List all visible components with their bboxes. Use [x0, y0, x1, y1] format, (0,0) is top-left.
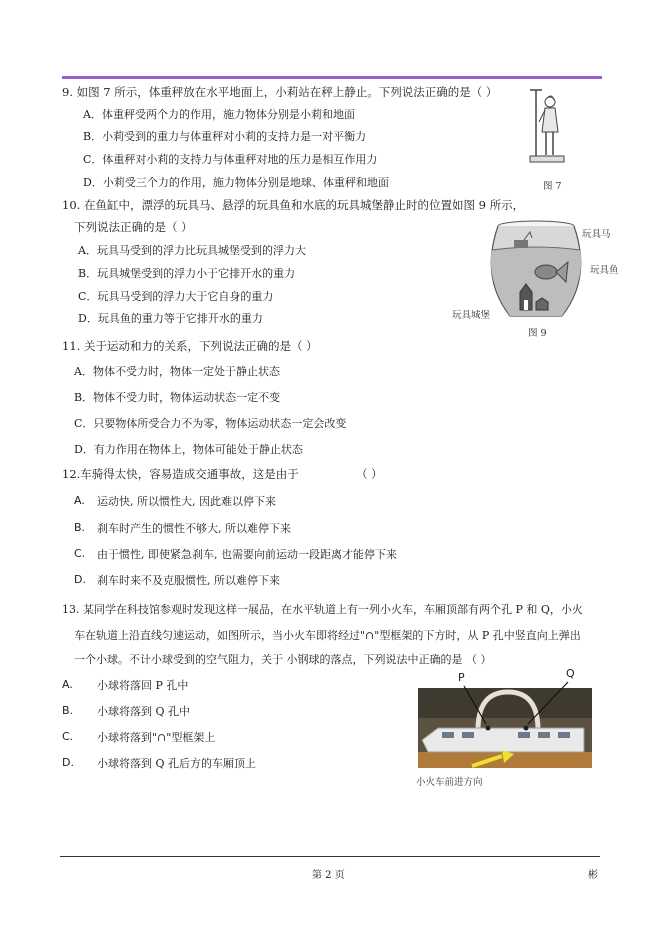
q13-stem-line3: 一个小球。不计小球受到的空气阻力，关于 小钢球的落点，下列说法中正确的是 （ ）	[74, 653, 492, 666]
q10-option-d: D．玩具鱼的重力等于它排开水的重力	[78, 312, 263, 325]
q9-option-a: A．体重秤受两个力的作用，施力物体分别是小莉和地面	[83, 108, 355, 121]
q9-stem: 9. 如图 7 所示，体重秤放在水平地面上，小莉站在秤上静止。下列说法正确的是（ ）	[62, 85, 498, 99]
q11-option-c: C．只要物体所受合力不为零，物体运动状态一定会改变	[74, 417, 347, 430]
q12-stem: 12.车骑得太快，容易造成交通事故，这是由于	[62, 467, 299, 481]
q9-option-d: D．小莉受三个力的作用，施力物体分别是地球、体重秤和地面	[83, 176, 389, 189]
q11-option-b: B．物体不受力时，物体运动状态一定不变	[74, 391, 281, 404]
q12-option-b-letter: B.	[74, 521, 86, 534]
q9-option-c: C．体重秤对小莉的支持力与体重秤对地的压力是相互作用力	[83, 153, 378, 166]
q9-option-b: B．小莉受到的重力与体重秤对小莉的支持力是一对平衡力	[83, 130, 367, 143]
label-toy-fish: 玩具鱼	[590, 265, 619, 276]
q13-option-b-letter: B.	[62, 704, 74, 717]
q13-stem-line1: 13. 某同学在科技馆参观时发现这样一展品，在水平轨道上有一列小火车，车厢顶部有两个孔 P 和 Q，小火	[62, 603, 583, 616]
q13-option-c-letter: C.	[62, 730, 74, 743]
page-number: 第 2 页	[312, 870, 345, 881]
label-toy-castle: 玩具城堡	[452, 310, 491, 321]
q11-option-a: A．物体不受力时，物体一定处于静止状态	[74, 365, 280, 378]
q10-option-a: A．玩具马受到的浮力比玩具城堡受到的浮力大	[78, 244, 306, 257]
q12-option-b-text: 刹车时产生的惯性不够大, 所以难停下来	[97, 522, 291, 535]
q12-answer-paren: （ ）	[356, 467, 383, 481]
q13-option-a-text: 小球将落回 P 孔中	[97, 679, 189, 692]
footer-author-mark: 彬	[588, 870, 598, 881]
q13-train-photo	[418, 670, 592, 790]
figure-7-scale-girl	[522, 88, 572, 168]
q13-option-c-text: 小球将落到"∩"型框架上	[97, 731, 216, 744]
q11-option-d: D．有力作用在物体上，物体可能处于静止状态	[74, 443, 303, 456]
q10-stem-line1: 10. 在鱼缸中，漂浮的玩具马、悬浮的玩具鱼和水底的玩具城堡静止时的位置如图 9 所示，	[62, 198, 525, 212]
q13-stem-line2: 车在轨道上沿直线匀速运动，如图所示，当小火车即将经过"∩"型框架的下方时，从 P 孔中竖直向上弹出	[74, 629, 581, 642]
q12-option-a-letter: A.	[74, 494, 85, 507]
q13-option-d-text: 小球将落到 Q 孔后方的车厢顶上	[97, 757, 257, 770]
label-toy-horse: 玩具马	[582, 229, 611, 240]
figure-9-fishbowl	[486, 218, 586, 326]
q13-option-a-letter: A.	[62, 678, 73, 691]
header-rule	[62, 76, 602, 79]
photo-label-p: P	[458, 671, 465, 684]
q12-option-d-letter: D.	[74, 573, 86, 586]
q12-option-c-letter: C.	[74, 547, 86, 560]
q12-option-d-text: 刹车时来不及克服惯性, 所以难停下来	[97, 574, 280, 587]
q12-option-a-text: 运动快, 所以惯性大, 因此难以停下来	[97, 495, 276, 508]
photo-arrow-caption: 小火车前进方向	[416, 777, 483, 788]
figure-9-caption: 图 9	[528, 328, 547, 339]
q13-option-d-letter: D.	[62, 756, 74, 769]
q13-option-b-text: 小球将落到 Q 孔中	[97, 705, 191, 718]
q10-option-c: C．玩具马受到的浮力大于它自身的重力	[78, 290, 274, 303]
q10-option-b: B．玩具城堡受到的浮力小于它排开水的重力	[78, 267, 296, 280]
q11-stem: 11. 关于运动和力的关系，下列说法正确的是（ ）	[62, 339, 318, 353]
figure-7-caption: 图 7	[543, 181, 562, 192]
footer-rule	[60, 856, 600, 857]
q12-option-c-text: 由于惯性, 即使紧急刹车, 也需要向前运动一段距离才能停下来	[97, 548, 397, 561]
photo-label-q: Q	[566, 667, 575, 680]
q10-stem-line2: 下列说法正确的是（ ）	[74, 220, 193, 234]
